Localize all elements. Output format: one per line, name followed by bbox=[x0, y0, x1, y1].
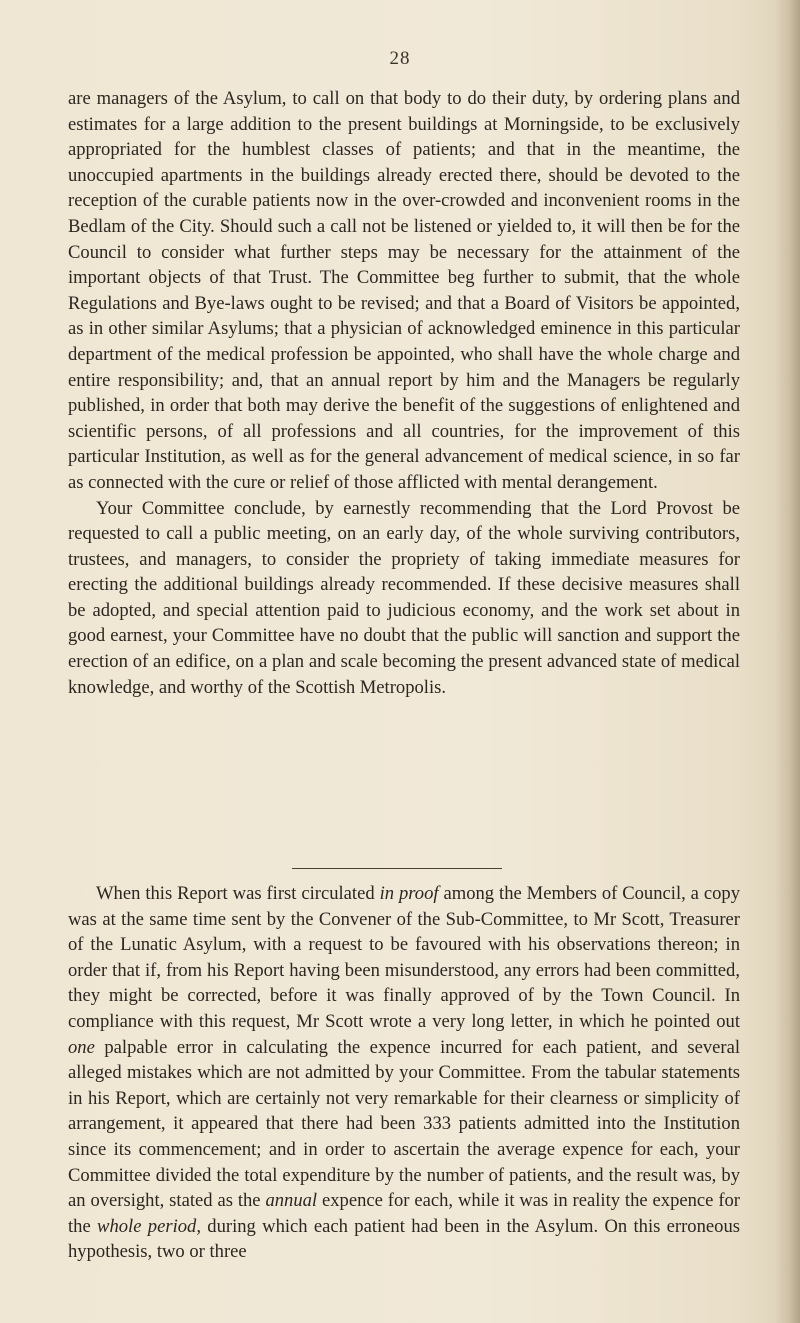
paragraph-3-text-2: among the Members of Council, a copy was at the same time sent by the Convener of the Sub-Committee, to Mr Scott, Treasurer of the Lunatic Asylum, with a request to be favoured with his observations thereon; in order that if, from his Report having been misunderstood, any errors had been committed, they might be corrected, before it was finally approved of by the Town Council. In compliance with this request, Mr Scott wrote a very long letter, in which he pointed out bbox=[68, 883, 741, 1032]
page-number: 28 bbox=[389, 48, 411, 69]
page-edge-shadow bbox=[774, 0, 800, 1323]
section-divider bbox=[292, 868, 502, 869]
italic-whole-period: whole period, bbox=[97, 1215, 201, 1237]
italic-in-proof: in proof bbox=[379, 883, 439, 904]
paragraph-3 bbox=[68, 881, 740, 1265]
italic-annual: annual bbox=[265, 1190, 318, 1212]
paragraph-3-text-1: When this Report was first circulated bbox=[96, 883, 380, 904]
paragraph-1: are managers of the Asylum, to call on that body to do their duty, by ordering plans and estimates for a large addition to the present buildings at Morningside, to be exclusively appropriated for the humblest classes of patients; and that in the meantime, the unoccupied apartments in the buildings already erected there, should be devoted to the reception of the curable patients now in the over-crowded and inconvenient rooms in the Bedlam of the City. Should such a call not be listened or yielded to, it will then be for the Council to consider what further steps may be necessary for the attainment of the important objects of that Trust. The Committee beg further to submit, that the whole Regulations and Bye-laws ought to be revised; and that a Board of Visitors be appointed, as in other similar Asylums; that a physician of acknowledged eminence in this particular department of the medical profession be appointed, who shall have the whole charge and entire responsibility; and, that an annual report by him and the Managers be regularly published, in order that both may derive the benefit of the suggestions of enlightened and scientific persons, of all professions and all countries, for the improvement of this particular Institution, as well as for the general advancement of medical science, in so far as connected with the cure or relief of those afflicted with mental derangement. bbox=[68, 88, 740, 493]
paragraph-3-text-3: palpable error in calculating the expence incurred for each patient, and several alleged mistakes which are not admitted by your Committee. From the tabular statements in his Report, which are certainly not very remarkable for their clearness or simplicity of arrangement, it appeared that there had been 333 patients admitted into the Institution since its commencement; and in order to ascertain the average expence for each, your Committee divided the total expenditure by the number of patients, and the result was, by an oversight, stated as the bbox=[68, 1036, 740, 1212]
italic-one: one bbox=[68, 1036, 95, 1058]
paragraph-3-text-5: during which each patient had been in the Asylum. On this erroneous hypothesis, two or three bbox=[68, 1215, 740, 1263]
body-text-upper bbox=[68, 86, 740, 700]
paragraph-2: Your Committee conclude, by earnestly recommending that the Lord Provost be requested to call a public meeting, on an early day, of the whole surviving contributors, trustees, and managers, to consider the propriety of taking immediate measures for erecting the additional buildings already recommended. If these decisive measures shall be adopted, and special attention paid to judicious economy, and the work set about in good earnest, your Committee have no doubt that the public will sanction and support the erection of an edifice, on a plan and scale becoming the present advanced state of medical knowledge, and worthy of the Scottish Metropolis. bbox=[68, 497, 740, 698]
paragraph-3-text-4: expence for each, while it was in reality the expence for the bbox=[68, 1190, 740, 1237]
body-text-lower bbox=[68, 881, 740, 1265]
